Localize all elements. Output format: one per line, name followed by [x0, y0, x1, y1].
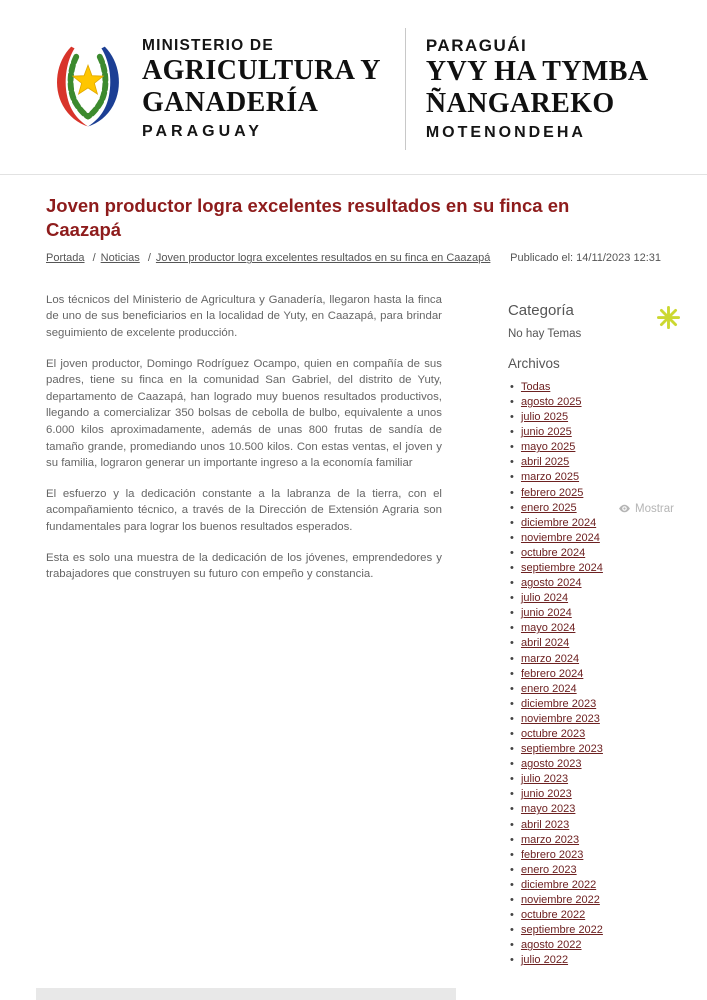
archive-item [521, 833, 661, 848]
archive-link[interactable]: enero 2023 [520, 863, 577, 876]
archive-link[interactable]: abril 2023 [520, 818, 570, 831]
archive-item [521, 938, 661, 953]
archive-link[interactable]: junio 2025 [520, 426, 572, 439]
archive-link[interactable]: julio 2022 [520, 954, 569, 967]
brand-guarani [426, 36, 649, 143]
archive-link[interactable]: septiembre 2023 [520, 743, 603, 756]
breadcrumb-item [88, 250, 140, 267]
archive-item [521, 380, 661, 395]
archive-item [521, 848, 661, 863]
coat-of-arms-icon [46, 43, 130, 131]
archive-link[interactable]: septiembre 2022 [520, 924, 603, 937]
accessibility-widget-button[interactable] [657, 306, 680, 334]
archive-link[interactable]: octubre 2024 [520, 546, 586, 559]
archive-link[interactable]: abril 2024 [520, 637, 570, 650]
page-title: Joven productor logra excelentes resultados en su finca en Caazapá [46, 195, 570, 240]
archive-link[interactable]: febrero 2023 [520, 848, 584, 861]
archive-item [521, 682, 661, 697]
archive-item [521, 425, 661, 440]
archive-link[interactable]: noviembre 2024 [520, 531, 600, 544]
archive-item [521, 787, 661, 802]
article-paragraph: Los técnicos del Ministerio de Agricultura y Ganadería, llegaron hasta la finca de uno de sus beneficiarios en la localidad de Yuty, en Caazapá, para brindar seguimiento de excelente producción. [46, 293, 442, 340]
archive-link[interactable]: abril 2025 [520, 456, 570, 469]
breadcrumb-link[interactable]: Noticias [100, 252, 140, 265]
archive-link[interactable]: noviembre 2022 [520, 894, 600, 907]
article-paragraph: Esta es solo una muestra de la dedicación de los jóvenes, emprendedores y trabajadores que construyen su futuro con empeño y constancia. [46, 551, 442, 581]
archive-link[interactable]: Todas [520, 380, 551, 393]
archive-item [521, 667, 661, 682]
archive-link[interactable]: mayo 2024 [520, 622, 576, 635]
archive-item [521, 878, 661, 893]
breadcrumb-separator: / [92, 252, 96, 265]
archive-item [521, 863, 661, 878]
archive-link[interactable]: marzo 2024 [520, 652, 580, 665]
main-content [0, 175, 707, 969]
archive-link[interactable]: enero 2025 [520, 501, 577, 514]
archive-link[interactable]: diciembre 2024 [520, 516, 597, 529]
breadcrumb-separator: / [147, 252, 151, 265]
eye-icon [618, 502, 631, 515]
archive-item [521, 470, 661, 485]
archive-link[interactable]: octubre 2022 [520, 909, 586, 922]
archive-item [521, 757, 661, 772]
ministry-name-line1: AGRICULTURA Y [142, 54, 381, 86]
archive-item [521, 953, 661, 968]
country-name: PARAGUAY [142, 123, 263, 141]
article-meta [46, 250, 661, 267]
archive-link[interactable]: mayo 2023 [520, 803, 576, 816]
show-tooltip-label: Mostrar [635, 502, 674, 515]
archive-item [521, 712, 661, 727]
archive-link[interactable]: julio 2024 [520, 592, 569, 605]
guarani-kicker: PARAGUÁI [425, 35, 528, 55]
asterisk-icon [657, 306, 680, 329]
archive-link[interactable]: agosto 2023 [520, 758, 582, 771]
category-empty-text: No hay Temas [507, 327, 582, 340]
archive-item [521, 652, 661, 667]
footer-bar [36, 988, 456, 1000]
archive-item [521, 923, 661, 938]
article-paragraph: El joven productor, Domingo Rodríguez Ocampo, quien en compañía de sus padres, tiene su finca en la comunidad San Gabriel, del distrito de Yuty, departamento de Caazapá, han logrado muy buenos resultados productivos, llegando a comercializar 350 bolsas de cebolla de bulbo, equivalente a unos 6.000 kilos aproximadamente, además de unas 800 frutas de sandía de tamaño grande, promediando unos 10.500 kilos. Con estas ventas, el joven y su familia, lograron generar un importante ingreso a la economía familiar [46, 357, 442, 470]
content-columns [46, 292, 661, 969]
archive-item [521, 818, 661, 833]
published-date: Publicado el: 14/11/2023 12:31 [510, 252, 661, 265]
brand-spanish [142, 37, 381, 142]
archive-item [521, 621, 661, 636]
archive-item [521, 410, 661, 425]
archive-item [521, 546, 661, 561]
archive-link[interactable]: junio 2023 [520, 788, 572, 801]
archive-link[interactable]: mayo 2025 [520, 441, 576, 454]
sidebar [508, 292, 661, 969]
archive-item [521, 455, 661, 470]
archive-item [521, 395, 661, 410]
category-heading: Categoría [507, 301, 574, 319]
mag-logo[interactable] [46, 43, 130, 136]
archive-item [521, 606, 661, 621]
archives-list [508, 380, 661, 969]
archive-item [521, 742, 661, 757]
archive-link[interactable]: octubre 2023 [520, 728, 586, 740]
archive-link[interactable]: marzo 2023 [520, 833, 580, 846]
article-body [46, 292, 442, 969]
breadcrumb-item [143, 250, 491, 267]
header-divider [405, 28, 406, 150]
archive-link[interactable]: julio 2023 [520, 773, 569, 786]
archive-item [521, 893, 661, 908]
archive-link[interactable]: marzo 2025 [520, 471, 580, 484]
archive-item [521, 697, 661, 712]
archive-link[interactable]: febrero 2025 [520, 486, 584, 499]
archive-link[interactable]: diciembre 2023 [520, 697, 597, 710]
archive-item [521, 576, 661, 591]
archive-item [521, 591, 661, 606]
breadcrumb [46, 250, 498, 267]
show-tooltip [614, 501, 678, 516]
archive-item [521, 531, 661, 546]
breadcrumb-item [46, 250, 85, 267]
archive-link[interactable]: noviembre 2023 [520, 712, 600, 725]
archive-link[interactable]: junio 2024 [520, 607, 572, 620]
article-paragraph: El esfuerzo y la dedicación constante a la labranza de la tierra, con el acompañamiento técnico, a través de la Dirección de Extensión Agraria son fundamentales para lograr los buenos resultados esperados. [46, 487, 442, 533]
ministry-kicker: MINISTERIO DE [142, 36, 274, 54]
ministry-name-line2: GANADERÍA [142, 87, 319, 118]
guarani-name-line2: ÑANGAREKO [425, 88, 615, 119]
breadcrumb-link[interactable]: Joven productor logra excelentes resultados en su finca en Caazapá [155, 252, 491, 265]
archive-item [521, 802, 661, 817]
archive-item [521, 486, 661, 501]
archive-item [521, 636, 661, 651]
archive-link[interactable]: septiembre 2024 [520, 561, 603, 574]
archive-link[interactable]: julio 2025 [520, 411, 569, 424]
archive-item [521, 772, 661, 787]
archive-item [521, 516, 661, 531]
archive-item [521, 440, 661, 455]
guarani-name-line1: YVY HA TYMBA [425, 55, 649, 87]
archive-item [521, 727, 661, 742]
guarani-subtitle: MOTENONDEHA [425, 124, 586, 142]
archive-item [521, 908, 661, 923]
archives-heading: Archivos [507, 355, 560, 371]
archive-link[interactable]: febrero 2024 [520, 667, 584, 680]
site-header [0, 0, 707, 174]
archive-link[interactable]: agosto 2022 [520, 939, 582, 952]
archive-item [521, 561, 661, 576]
archive-link[interactable]: agosto 2025 [520, 395, 582, 408]
archive-link[interactable]: enero 2024 [520, 682, 577, 695]
breadcrumb-link[interactable]: Portada [46, 252, 85, 265]
archive-link[interactable]: agosto 2024 [520, 577, 582, 590]
archive-link[interactable]: diciembre 2022 [520, 878, 597, 891]
